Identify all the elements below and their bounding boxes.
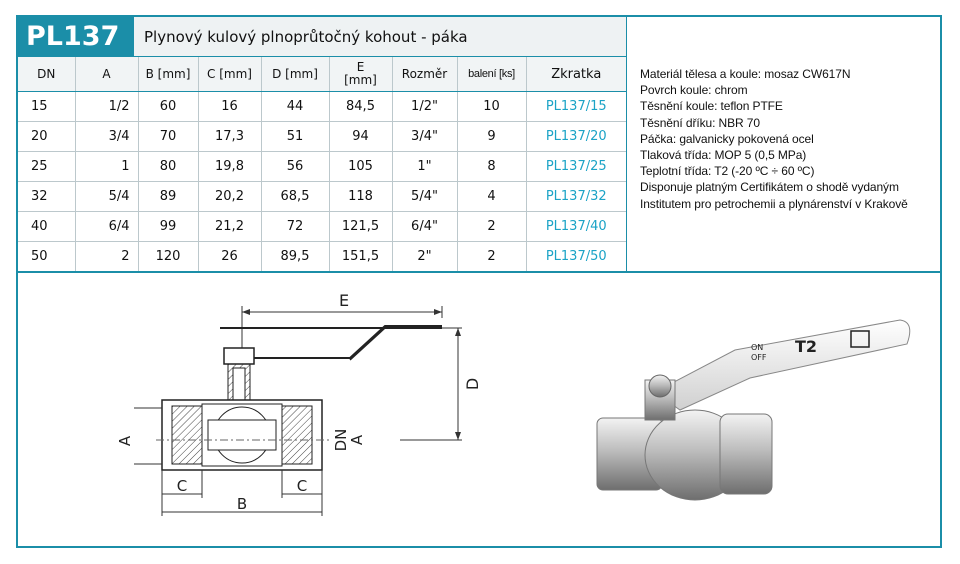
cell-b: 70 xyxy=(138,122,198,152)
spec-line: Disponuje platným Certifikátem o shodě vydaným xyxy=(640,180,899,195)
spec-line: Povrch koule: chrom xyxy=(640,83,748,98)
dimension-dn-right xyxy=(332,429,366,452)
cell-baleni: 8 xyxy=(457,152,526,182)
table-row xyxy=(18,242,626,272)
spec-line: Těsnění koule: teflon PTFE xyxy=(640,99,783,114)
label-c-right: C xyxy=(296,477,308,495)
valve-body xyxy=(156,400,330,470)
col-header-rozmer: Rozměr xyxy=(392,57,457,92)
cell-d: 44 xyxy=(261,92,329,122)
cell-d: 72 xyxy=(261,212,329,242)
cell-rozmer: 1" xyxy=(392,152,457,182)
cell-baleni: 4 xyxy=(457,182,526,212)
photo-t2-label: T2 xyxy=(795,337,818,356)
valve-product-photo xyxy=(585,310,935,510)
photo-on-label: ON xyxy=(751,343,764,352)
cell-rozmer: 6/4" xyxy=(392,212,457,242)
cell-c: 21,2 xyxy=(198,212,261,242)
cell-b: 60 xyxy=(138,92,198,122)
col-header-dn: DN xyxy=(18,57,75,92)
horizontal-divider xyxy=(18,271,940,273)
cell-zkratka-link[interactable]: PL137/40 xyxy=(526,212,626,242)
table-row xyxy=(18,122,626,152)
cell-e: 151,5 xyxy=(329,242,392,272)
dimension-table xyxy=(18,57,626,271)
table-row xyxy=(18,182,626,212)
cell-c: 26 xyxy=(198,242,261,272)
cell-b: 89 xyxy=(138,182,198,212)
spec-list xyxy=(640,66,938,212)
col-header-c: C [mm] xyxy=(198,57,261,92)
cell-dn: 40 xyxy=(18,212,75,242)
cell-baleni: 9 xyxy=(457,122,526,152)
dimension-e xyxy=(242,291,442,348)
vertical-divider xyxy=(626,17,627,271)
cell-b: 80 xyxy=(138,152,198,182)
cell-a: 1 xyxy=(75,152,138,182)
cell-rozmer: 3/4" xyxy=(392,122,457,152)
cell-a: 3/4 xyxy=(75,122,138,152)
cell-a: 2 xyxy=(75,242,138,272)
valve-stem xyxy=(224,348,254,404)
cell-zkratka-link[interactable]: PL137/20 xyxy=(526,122,626,152)
spec-line: Materiál tělesa a koule: mosaz CW617N xyxy=(640,67,851,81)
cell-c: 16 xyxy=(198,92,261,122)
label-dn: DN xyxy=(332,428,350,452)
cell-c: 19,8 xyxy=(198,152,261,182)
product-title: Plynový kulový plnoprůtočný kohout - páka xyxy=(134,17,626,57)
cell-d: 56 xyxy=(261,152,329,182)
cell-baleni: 2 xyxy=(457,212,526,242)
cell-a: 6/4 xyxy=(75,212,138,242)
cell-e: 105 xyxy=(329,152,392,182)
col-header-e-label: E [mm] xyxy=(344,60,377,87)
table-header-row xyxy=(18,57,626,92)
label-d: D xyxy=(463,377,482,391)
valve-technical-drawing xyxy=(100,288,490,528)
cell-d: 51 xyxy=(261,122,329,152)
label-c-left: C xyxy=(176,477,188,495)
cell-rozmer: 2" xyxy=(392,242,457,272)
cell-baleni: 10 xyxy=(457,92,526,122)
cell-e: 84,5 xyxy=(329,92,392,122)
cell-dn: 50 xyxy=(18,242,75,272)
col-header-zkratka: Zkratka xyxy=(526,57,626,92)
cell-rozmer: 1/2" xyxy=(392,92,457,122)
col-header-a: A xyxy=(75,57,138,92)
cell-c: 17,3 xyxy=(198,122,261,152)
table-row xyxy=(18,152,626,182)
cell-dn: 32 xyxy=(18,182,75,212)
label-a-left: A xyxy=(116,435,134,447)
cell-b: 99 xyxy=(138,212,198,242)
photo-lever xyxy=(655,320,910,410)
photo-off-label: OFF xyxy=(751,353,767,362)
table-row xyxy=(18,92,626,122)
cell-e: 118 xyxy=(329,182,392,212)
table-row xyxy=(18,212,626,242)
cell-zkratka-link[interactable]: PL137/32 xyxy=(526,182,626,212)
col-header-b: B [mm] xyxy=(138,57,198,92)
cell-baleni: 2 xyxy=(457,242,526,272)
cell-zkratka-link[interactable]: PL137/15 xyxy=(526,92,626,122)
spec-line: Tlaková třída: MOP 5 (0,5 MPa) xyxy=(640,148,807,163)
cell-a: 5/4 xyxy=(75,182,138,212)
spec-line: Páčka: galvanicky pokovená ocel xyxy=(640,131,814,146)
cell-e: 94 xyxy=(329,122,392,152)
dimension-a-left xyxy=(116,408,162,464)
cell-c: 20,2 xyxy=(198,182,261,212)
dimension-d xyxy=(400,328,482,440)
col-header-baleni: balení [ks] xyxy=(457,57,526,92)
cell-dn: 20 xyxy=(18,122,75,152)
cell-dn: 25 xyxy=(18,152,75,182)
cell-d: 89,5 xyxy=(261,242,329,272)
product-code: PL137 xyxy=(18,17,134,57)
cell-d: 68,5 xyxy=(261,182,329,212)
col-header-e xyxy=(329,57,392,92)
cell-dn: 15 xyxy=(18,92,75,122)
cell-b: 120 xyxy=(138,242,198,272)
label-a-right: A xyxy=(348,434,366,446)
cell-zkratka-link[interactable]: PL137/50 xyxy=(545,249,607,264)
dimension-c-b xyxy=(162,470,322,516)
cell-rozmer: 5/4" xyxy=(392,182,457,212)
cell-e: 121,5 xyxy=(329,212,392,242)
col-header-d: D [mm] xyxy=(261,57,329,92)
spec-line: Institutem pro petrochemii a plynárenství v Krakově xyxy=(640,196,908,211)
label-b: B xyxy=(236,495,248,513)
spec-line: Těsnění dříku: NBR 70 xyxy=(640,115,760,130)
label-e: E xyxy=(338,291,350,310)
spec-line: Teplotní třída: T2 (-20 ºC ÷ 60 ºC) xyxy=(640,164,815,179)
cell-a: 1/2 xyxy=(75,92,138,122)
cell-zkratka-link[interactable]: PL137/25 xyxy=(526,152,626,182)
